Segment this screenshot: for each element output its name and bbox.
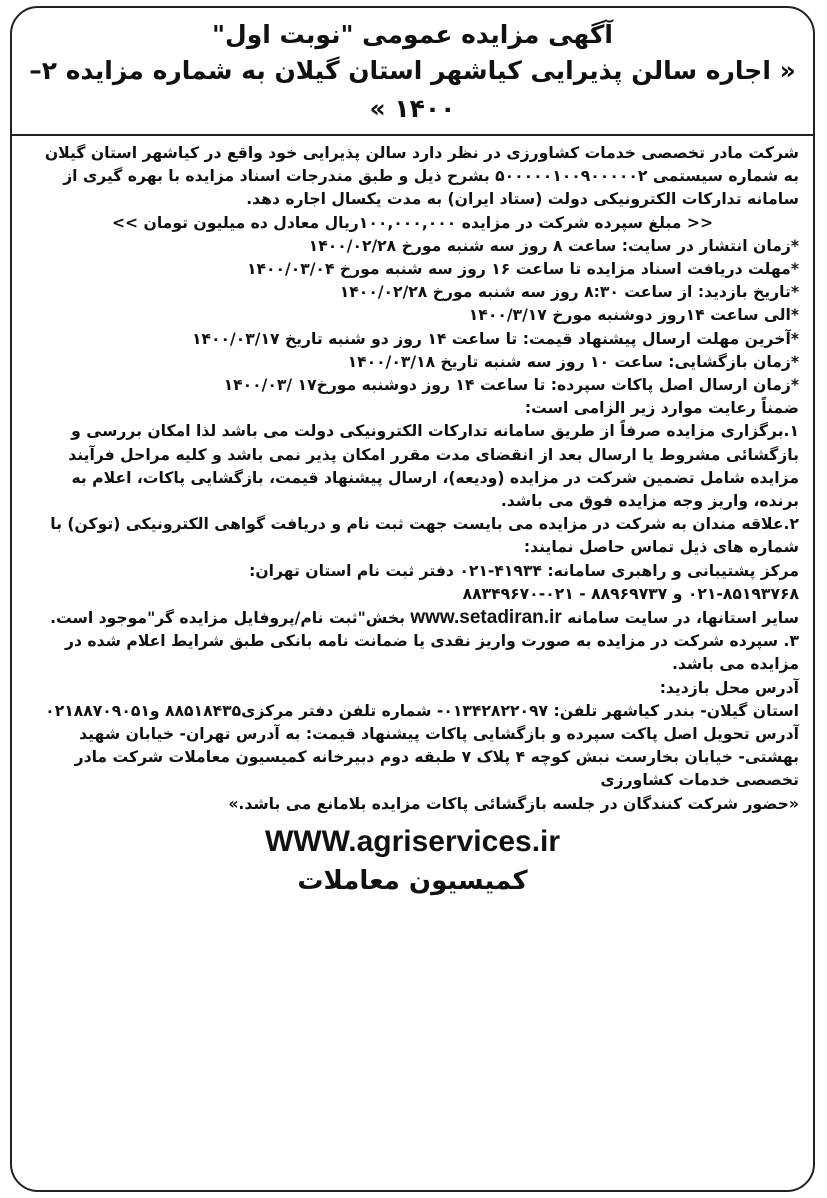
- condition-item-1: ۱.برگزاری مزایده صرفاً از طریق سامانه تدارکات الکترونیکی دولت می باشد لذا امکان بررسی و بازگشائی مشروط یا ارسال بعد از انقضای مدت مقرر امکان پذیر نمی باشد و کلیه مراحل فرآیند مزایده شامل تضمین شرکت در مزایده (ودیعه)، ارسال پیشنهاد قیمت، بازگشایی پاکات، اعلام به برنده، واریز وجه مزایده فوق می باشد.: [68, 422, 799, 511]
- other-provinces-prefix: سایر استانها، در سایت سامانه: [567, 609, 799, 628]
- support-phones: ۰۲۱-۸۵۱۹۳۷۶۸ و ۸۸۹۶۹۷۳۷ - ۰۲۱-۸۸۳۴۹۶۷۰: [462, 584, 799, 603]
- ad-title: آگهی مزایده عمومی "نوبت اول": [212, 20, 613, 49]
- visit-address: استان گیلان- بندر کیاشهر تلفن: ۰۱۳۴۲۸۲۲۰۹۷- شماره تلفن دفتر مرکزی۸۸۵۱۸۴۳۵ و۰۲۱۸۸۷۰۹۰۵۱: [45, 701, 799, 720]
- ad-subtitle: « اجاره سالن پذیرایی کیاشهر استان گیلان به شماره مزایده ۲–۱۴۰۰ »: [29, 56, 796, 123]
- schedule-item: *زمان انتشار در سایت: ساعت ۸ روز سه شنبه مورخ ۱۴۰۰/۰۲/۲۸: [308, 236, 799, 255]
- schedule-item: *مهلت دریافت اسناد مزایده تا ساعت ۱۶ روز سه شنبه مورخ ۱۴۰۰/۰۳/۰۴: [246, 260, 799, 279]
- committee-signature: کمیسیون معاملات: [297, 865, 528, 896]
- schedule-item: *الی ساعت ۱۴روز دوشنبه مورخ ۱۴۰۰/۳/۱۷: [468, 306, 799, 325]
- advertisement-page: [12, 18, 813, 900]
- condition-item-3: ۳. سپرده شرکت در مزایده به صورت واریز نقدی یا ضمانت نامه بانکی طبق شرایط اعلام شده در مزایده می باشد.: [65, 632, 799, 674]
- ad-body: [26, 142, 799, 816]
- condition-item-2: ۲.علاقه مندان به شرکت در مزایده می بایست جهت ثبت نام و دریافت گواهی الکترونیکی (توکن) با: [50, 515, 799, 534]
- schedule-item: *زمان بازگشایی: ساعت ۱۰ روز سه شنبه تاریخ ۱۴۰۰/۰۳/۱۸: [347, 352, 799, 371]
- attendance-note: «حضور شرکت کنندگان در جلسه بازگشائی پاکات مزایده بلامانع می باشد.»: [228, 794, 799, 813]
- other-provinces-suffix: بخش"ثبت نام/پروفایل مزایده گر"موجود است.: [50, 609, 405, 628]
- other-provinces: [26, 606, 799, 630]
- schedule-item: *آخرین مهلت ارسال پیشنهاد قیمت: تا ساعت ۱۴ روز دو شنبه تاریخ ۱۴۰۰/۰۳/۱۷: [191, 329, 799, 348]
- deposit-amount: << مبلغ سپرده شرکت در مزایده ۱۰۰,۰۰۰,۰۰۰ریال معادل ده میلیون تومان >>: [111, 213, 714, 232]
- condition-item-2-contact: شماره های ذیل تماس حاصل نمایند:: [523, 538, 799, 557]
- support-center: مرکز پشتیبانی و راهبری سامانه: ۴۱۹۳۴-۰۲۱ دفتر ثبت نام استان تهران:: [249, 561, 799, 580]
- schedule-item: *زمان ارسال اصل پاکات سپرده: تا ساعت ۱۴ روز دوشنبه مورخ۱۷ /۱۴۰۰/۰۳: [223, 376, 799, 395]
- schedule-item: *تاریخ بازدید: از ساعت ۸:۳۰ روز سه شنبه مورخ ۱۴۰۰/۰۲/۲۸: [339, 283, 799, 302]
- advertisement-frame: [10, 6, 815, 1192]
- intro-paragraph: شرکت مادر تخصصی خدمات کشاورزی در نظر دارد سالن پذیرایی خود واقع در کیاشهر استان گیلان به شماره سیستمی ۵۰۰۰۰۰۱۰۰۹۰۰۰۰۰۲ بشرح ذیل و طبق مندرجات اسناد مزایده با بهره گیری از سامانه تدارکات الکترونیکی دولت (ستاد ایران) به مدت یکسال اجاره دهد.: [44, 144, 799, 209]
- delivery-address: آدرس تحویل اصل پاکت سپرده و بازگشایی پاکات پیشنهاد قیمت: به آدرس تهران- خیابان شهید بهشتی- خیابان بخارست نبش کوچه ۴ پلاک ۷ طبقه دوم دبیرخانه کمیسیون معاملات شرکت مادر تخصصی خدمات کشاورزی: [74, 725, 799, 790]
- conditions-heading: ضمناً رعایت موارد زیر الزامی است:: [524, 399, 799, 418]
- agriservices-link[interactable]: WWW.agriservices.ir: [264, 824, 561, 858]
- title-divider: [12, 134, 813, 136]
- visit-heading: آدرس محل بازدید:: [659, 678, 799, 697]
- setad-link[interactable]: www.setadiran.ir: [410, 607, 562, 629]
